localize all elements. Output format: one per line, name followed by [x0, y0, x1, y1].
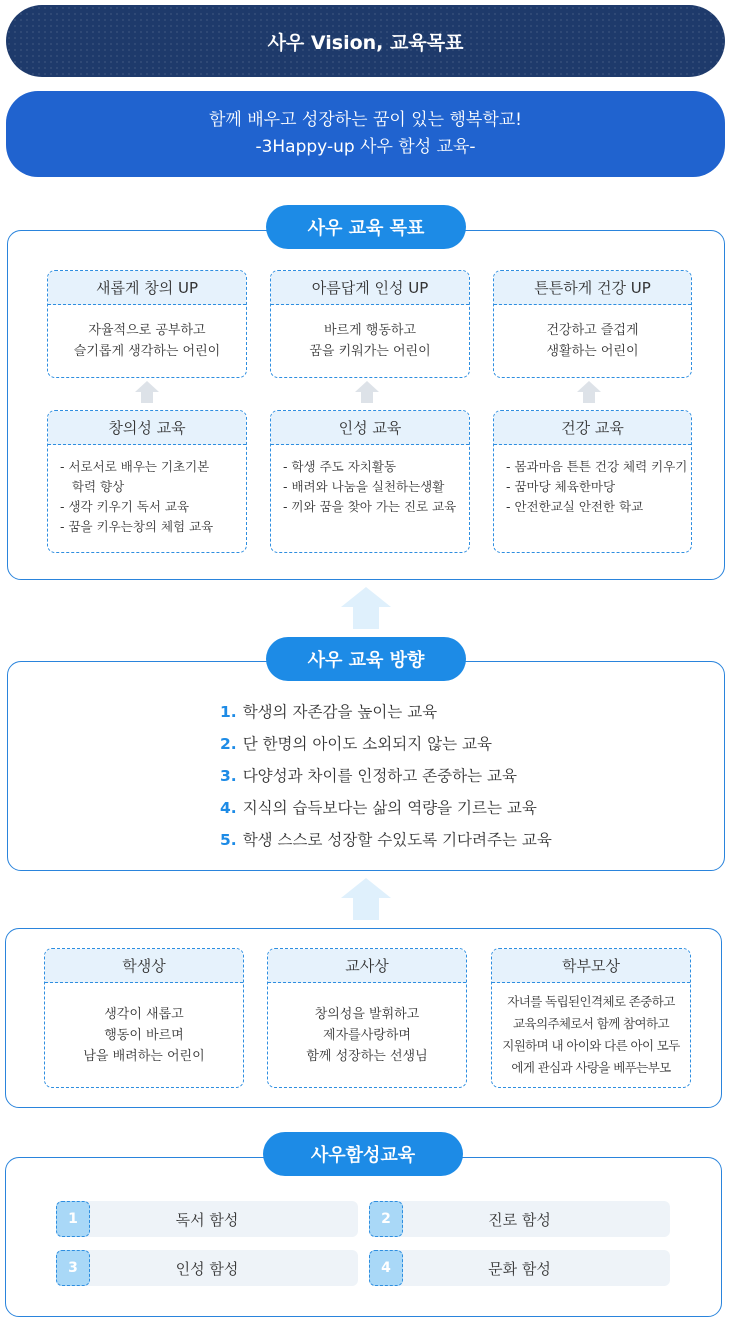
goal-card-line: 슬기롭게 생각하는 어린이: [73, 344, 221, 359]
direction-item: 5. 학생 스스로 성장할 수있도록 기다려주는 교육: [220, 831, 552, 849]
ideal-card-line: 함께 성장하는 선생님: [306, 1048, 428, 1064]
ideal-card-title: 학생상: [45, 949, 243, 983]
hamseong-item-number: 1: [56, 1201, 90, 1237]
hamseong-item: [56, 1250, 358, 1286]
direction-item: 3. 다양성과 차이를 인정하고 존중하는 교육: [220, 767, 517, 785]
ideal-card-line: 남을 배려하는 어린이: [83, 1048, 205, 1064]
goal-card-character: [270, 270, 470, 378]
hamseong-item-label: 문화 함성: [488, 1259, 551, 1278]
goal-card-line: 바르게 행동하고: [323, 323, 417, 338]
program-item: - 서로서로 배우는 기초기본: [60, 459, 210, 474]
hamseong-item-label: 인성 함성: [175, 1259, 239, 1278]
program-item: - 생각 키우기 독서 교육: [60, 499, 190, 514]
program-card-character: [270, 410, 470, 553]
program-item: - 끼와 꿈을 찾아 가는 진로 교육: [283, 499, 457, 514]
ideal-card-line: 행동이 바르며: [104, 1027, 184, 1043]
vision-line-2: -3Happy-up 사우 함성 교육-: [255, 137, 476, 157]
ideal-card-line: 지원하며 내 아이와 다른 아이 모두: [502, 1038, 680, 1053]
hamseong-panel: [5, 1157, 722, 1317]
ideal-card-line: 창의성을 발휘하고: [314, 1006, 420, 1022]
program-card-health: [493, 410, 692, 553]
ideal-card-line: 생각이 새롭고: [104, 1006, 184, 1022]
vision-banner: [6, 91, 725, 177]
goal-card-title: 튼튼하게 건강 UP: [494, 271, 691, 305]
program-card-title: 창의성 교육: [48, 411, 246, 445]
up-arrow-icon: [341, 878, 391, 920]
direction-list: [220, 696, 552, 856]
program-item: - 몸과마음 튼튼 건강 체력 키우기: [506, 459, 688, 474]
hamseong-item-number: 3: [56, 1250, 90, 1286]
up-arrow-icon: [577, 381, 601, 403]
hamseong-item: [369, 1250, 670, 1286]
program-item: - 꿈마당 체육한마당: [506, 479, 616, 494]
direction-item: 2. 단 한명의 아이도 소외되지 않는 교육: [220, 735, 492, 753]
hamseong-item-number: 4: [369, 1250, 403, 1286]
hamseong-item-label: 진로 함성: [488, 1210, 551, 1229]
up-arrow-icon: [341, 587, 391, 629]
ideal-card-student: [44, 948, 244, 1088]
direction-title: 사우 교육 방향: [266, 637, 466, 681]
program-card-creativity: [47, 410, 247, 553]
hamseong-title: 사우함성교육: [263, 1132, 463, 1176]
goal-card-line: 꿈을 키워가는 어린이: [309, 344, 431, 359]
ideal-card-title: 학부모상: [492, 949, 690, 983]
direction-item: 4. 지식의 습득보다는 삶의 역량을 기르는 교육: [220, 799, 537, 817]
hamseong-item-label: 독서 함성: [175, 1210, 239, 1229]
up-arrow-icon: [355, 381, 379, 403]
ideal-card-teacher: [267, 948, 467, 1088]
vision-line-1: 함께 배우고 성장하는 꿈이 있는 행복학교!: [208, 110, 522, 130]
goal-card-line: 자율적으로 공부하고: [88, 323, 206, 338]
direction-item: 1. 학생의 자존감을 높이는 교육: [220, 703, 438, 721]
goal-card-line: 건강하고 즐겁게: [546, 323, 639, 338]
program-item: - 배려와 나눔을 실천하는생활: [283, 479, 445, 494]
goals-title: 사우 교육 목표: [266, 205, 466, 249]
ideal-card-line: 에게 관심과 사랑을 베푸는부모: [511, 1060, 671, 1075]
ideal-card-line: 교육의주체로서 함께 참여하고: [513, 1016, 669, 1031]
program-card-title: 인성 교육: [271, 411, 469, 445]
hamseong-item: [56, 1201, 358, 1237]
ideal-card-parent: [491, 948, 691, 1088]
page-title-banner: [6, 5, 725, 77]
hamseong-item: [369, 1201, 670, 1237]
ideal-card-line: 자녀를 독립된인격체로 존중하고: [507, 994, 675, 1009]
hamseong-item-number: 2: [369, 1201, 403, 1237]
page-title: 사우 Vision, 교육목표: [267, 31, 464, 54]
program-item: - 안전한교실 안전한 학교: [506, 499, 644, 514]
program-item: - 학생 주도 자치활동: [283, 459, 397, 474]
program-item: 학력 향상: [60, 479, 125, 494]
goal-card-creativity: [47, 270, 247, 378]
program-item: - 꿈을 키우는창의 체험 교육: [60, 519, 214, 534]
goal-card-health: [493, 270, 692, 378]
program-card-title: 건강 교육: [494, 411, 691, 445]
ideal-card-line: 제자를사랑하며: [323, 1027, 411, 1043]
goal-card-title: 아름답게 인성 UP: [271, 271, 469, 305]
up-arrow-icon: [135, 381, 159, 403]
goal-card-line: 생활하는 어린이: [546, 344, 639, 359]
goal-card-title: 새롭게 창의 UP: [48, 271, 246, 305]
ideal-card-title: 교사상: [268, 949, 466, 983]
